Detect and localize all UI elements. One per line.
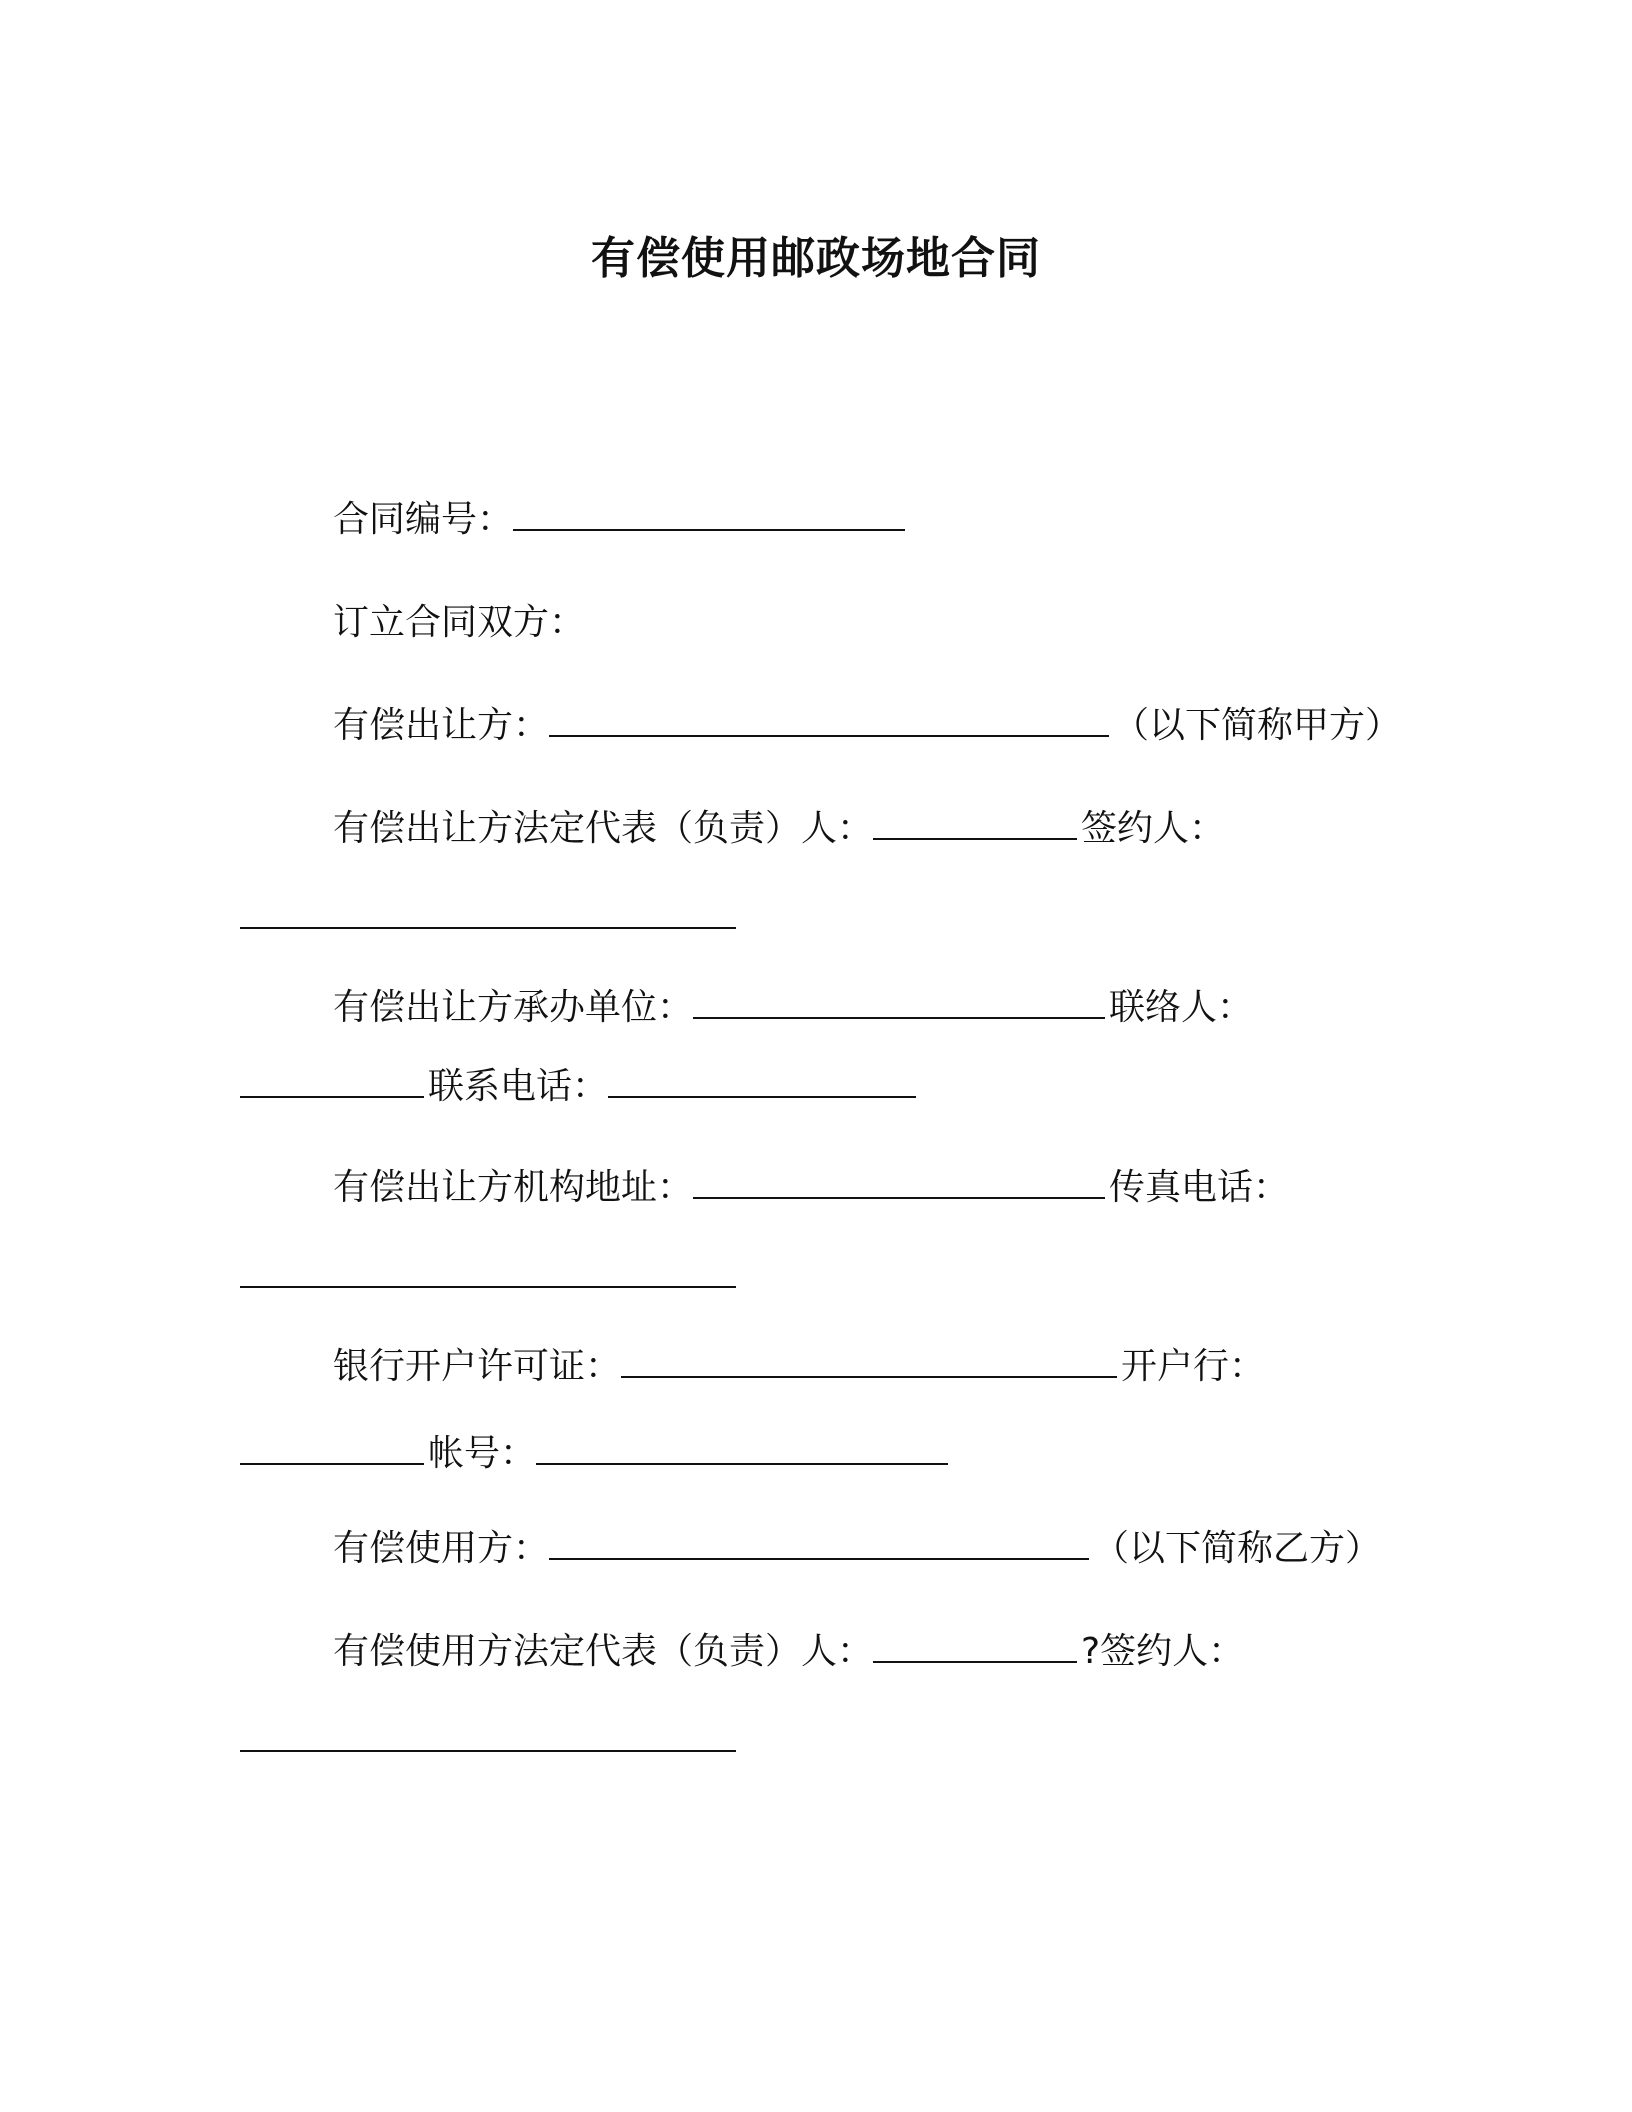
document-title: 有偿使用邮政场地合同 xyxy=(591,233,1041,284)
contact-person-blank[interactable] xyxy=(240,1062,424,1098)
transferor-rep-blank[interactable] xyxy=(873,804,1077,840)
transferor-address-blank[interactable] xyxy=(693,1163,1105,1199)
user-row xyxy=(333,1524,1381,1574)
user-signatory-label: ?签约人： xyxy=(1081,1631,1245,1672)
transferor-blank[interactable] xyxy=(549,701,1109,737)
signatory-continuation-row xyxy=(240,893,740,943)
bank-license-label: 银行开户许可证： xyxy=(333,1346,622,1387)
transferor-address-row xyxy=(333,1163,1289,1213)
contact-continuation-row xyxy=(240,1062,920,1112)
contract-number-blank[interactable] xyxy=(513,495,905,531)
fax-continuation-row xyxy=(240,1252,740,1302)
parties-row xyxy=(333,598,585,648)
bank-label: 开户行： xyxy=(1121,1346,1266,1387)
user-rep-row xyxy=(333,1627,1244,1677)
transferor-unit-row xyxy=(333,983,1253,1033)
fax-label: 传真电话： xyxy=(1109,1167,1290,1208)
contact-phone-blank[interactable] xyxy=(608,1062,916,1098)
transferor-unit-blank[interactable] xyxy=(693,983,1105,1019)
bank-blank[interactable] xyxy=(240,1429,424,1465)
parties-label: 订立合同双方： xyxy=(333,602,586,643)
user-suffix: （以下简称乙方） xyxy=(1093,1528,1382,1569)
contract-number-row xyxy=(333,495,909,545)
transferor-row xyxy=(333,701,1401,751)
transferor-label: 有偿出让方： xyxy=(333,705,550,746)
account-label: 帐号： xyxy=(428,1433,537,1474)
signatory-blank[interactable] xyxy=(240,893,736,929)
bank-license-row xyxy=(333,1342,1265,1392)
user-signatory-continuation-row xyxy=(240,1716,740,1766)
bank-license-blank[interactable] xyxy=(621,1342,1117,1378)
transferor-rep-label: 有偿出让方法定代表（负责）人： xyxy=(333,808,874,849)
transferor-address-label: 有偿出让方机构地址： xyxy=(333,1167,694,1208)
contact-person-label: 联络人： xyxy=(1109,987,1254,1028)
account-blank[interactable] xyxy=(536,1429,948,1465)
user-signatory-blank[interactable] xyxy=(240,1716,736,1752)
signatory-label: 签约人： xyxy=(1081,808,1226,849)
user-label: 有偿使用方： xyxy=(333,1528,550,1569)
transferor-suffix: （以下简称甲方） xyxy=(1113,705,1402,746)
contract-number-label: 合同编号： xyxy=(333,499,514,540)
bank-continuation-row xyxy=(240,1429,952,1479)
fax-blank[interactable] xyxy=(240,1252,736,1288)
user-blank[interactable] xyxy=(549,1524,1089,1560)
user-rep-label: 有偿使用方法定代表（负责）人： xyxy=(333,1631,874,1672)
transferor-rep-row xyxy=(333,804,1225,854)
transferor-unit-label: 有偿出让方承办单位： xyxy=(333,987,694,1028)
user-rep-blank[interactable] xyxy=(873,1627,1077,1663)
contact-phone-label: 联系电话： xyxy=(428,1066,609,1107)
